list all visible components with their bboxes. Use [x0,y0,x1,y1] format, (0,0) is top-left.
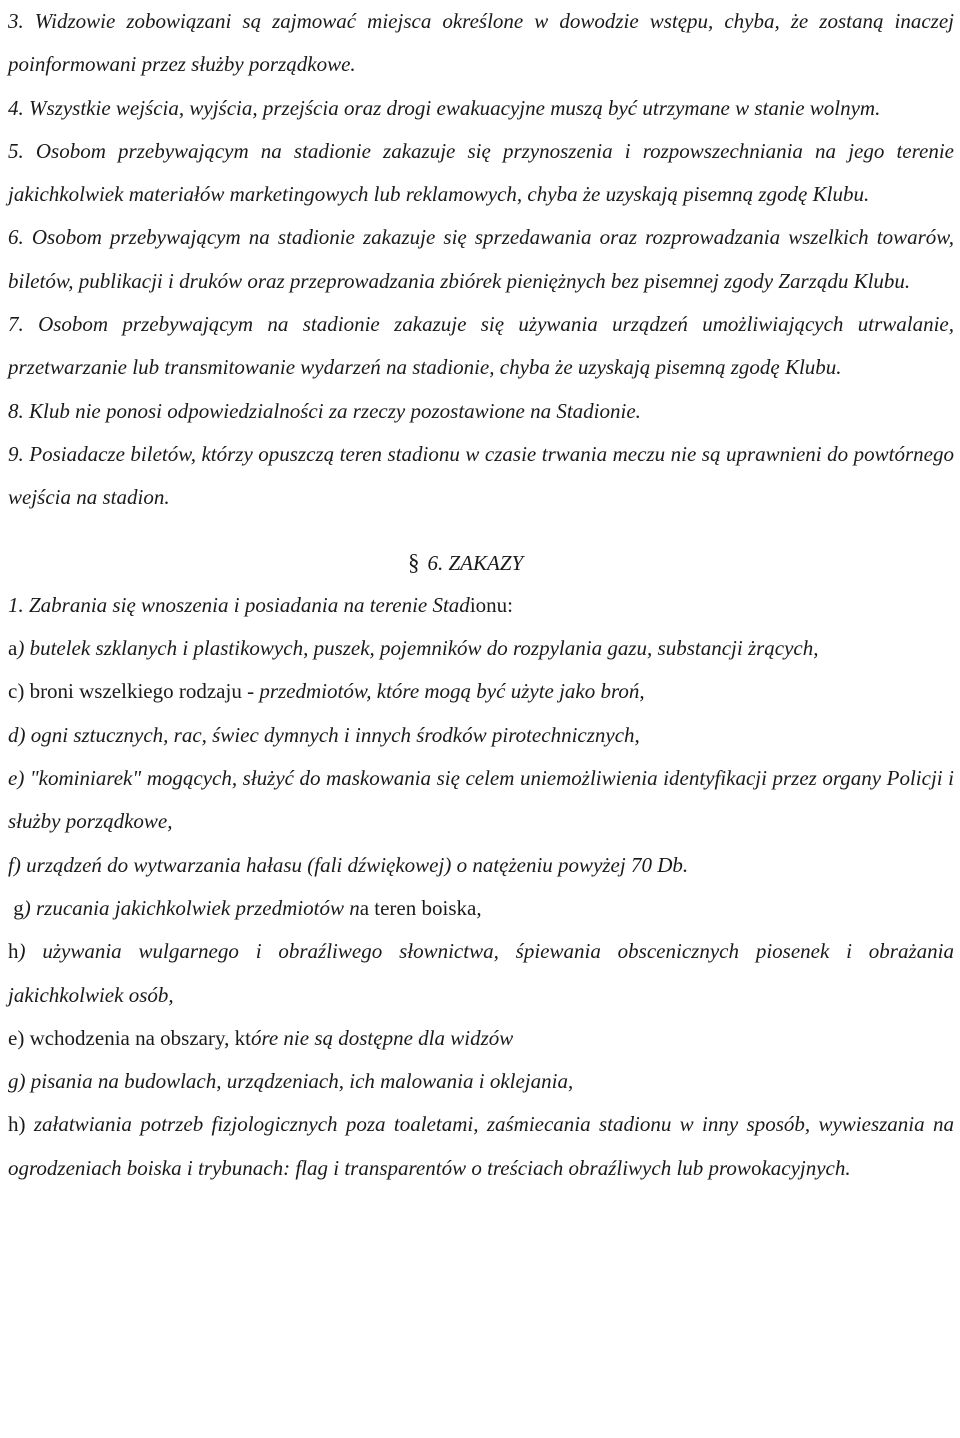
item-number: 9. [8,441,24,466]
item-number: 7. [8,312,24,337]
item-text: Widzowie zobowiązani są zajmować miejsca określone w dowodzie wstępu, chyba, że zostaną inaczej poinformowani przez służby porządkowe. [8,9,954,77]
ban-intro [8,584,954,627]
item-letter: h) [8,1112,34,1137]
item-number: 6. [8,225,24,250]
ban-item-h [8,930,954,1017]
ban-item-c [8,670,954,713]
ban-item-e2 [8,1017,954,1060]
section-symbol: § [408,549,420,575]
item-text: Klub nie ponosi odpowiedzialności za rzeczy pozostawione na Stadionie. [29,398,641,423]
section-heading [8,541,954,584]
item-text: d) ogni sztucznych, rac, świec dymnych i innych środków pirotechnicznych, [8,722,640,747]
item-letter: h [8,939,19,964]
item-letter: e) wchodzenia na obszary, kt [8,1025,251,1050]
item-text: Osobom przebywającym na stadionie zakazuje się sprzedawania oraz rozprowadzania wszelkich towarów, biletów, publikacji i druków oraz przeprowadzania zbiórek pieniężnych bez pisemnej zgody Zarządu Klubu. [8,225,954,293]
item-text: e) "kominiarek" mogących, służyć do maskowania się celem uniemożliwienia identyfikacji przez organy Policji i służby porządkowe, [8,766,954,834]
intro-text: Zabrania się wnoszenia i posiadania na terenie Stad [29,592,470,617]
document-page [8,0,954,1190]
rule-item-6 [8,216,954,303]
rule-item-8 [8,390,954,433]
section-title: 6. ZAKAZY [427,550,524,575]
item-text: g) pisania na budowlach, urządzeniach, ich malowania i oklejania, [8,1069,574,1094]
item-letter: g [8,895,24,920]
rule-item-4 [8,87,954,130]
ban-item-h2 [8,1103,954,1190]
item-text: ) rzucania jakichkolwiek przedmiotów n [23,895,360,920]
ban-item-d [8,714,954,757]
item-number: 3. [8,9,24,33]
item-text: óre nie są dostępne dla widzów [250,1025,514,1050]
item-text: przedmiotów, które mogą być użyte jako broń, [259,679,645,704]
item-text: Wszystkie wejścia, wyjścia, przejścia oraz drogi ewakuacyjne muszą być utrzymane w stanie wolnym. [29,95,881,120]
intro-text-tail: ionu: [469,592,513,617]
item-text: f) urządzeń do wytwarzania hałasu (fali dźwiękowej) o natężeniu powyżej 70 Db. [8,852,689,877]
ban-item-g [8,887,954,930]
item-text-tail2: kacyjnych. [761,1155,851,1180]
item-text: Osobom przebywającym na stadionie zakazuje się używania urządzeń umożliwiających utrwalanie, przetwarzanie lub transmitowanie wydarzeń na stadionie, chyba że uzyskają pisemną zgodę Klubu. [8,312,954,380]
item-text-tail: a teren boiska, [359,895,482,920]
rule-item-5 [8,130,954,217]
item-text: Osobom przebywającym na stadionie zakazuje się przynoszenia i rozpowszechniania na jego terenie jakichkolwiek materiałów marketingowych lub reklamowych, chyba że uzyskają pisemną zgodę Klubu. [8,138,954,207]
rule-item-9 [8,433,954,520]
item-text: ) używania wulgarnego i obraźliwego słownictwa, śpiewania obscenicznych piosenek i obrażania jakichkolwiek osób, [8,939,954,1007]
ban-item-g2 [8,1060,954,1103]
ban-item-a [8,627,954,670]
item-number: 8. [8,398,24,423]
item-letter: c) broni wszelkiego rodzaju - [8,679,260,704]
item-text-tail: o [750,1155,762,1180]
item-text: ) butelek szklanych i plastikowych, puszek, pojemników do rozpylania gazu, substancji żrących, [17,636,819,661]
rule-item-3 [8,0,954,87]
item-letter: a [8,636,18,661]
rule-item-7 [8,303,954,390]
item-number: 1. [8,592,24,617]
ban-item-e [8,757,954,844]
ban-item-f [8,844,954,887]
item-text: załatwiania potrzeb fizjologicznych poza toaletami, zaśmiecania stadionu w inny sposób, wywieszania na ogrodzeniach boiska i trybunach: flag i transparentów o treściach obraźliwych lub prow [8,1112,954,1180]
item-number: 4. [8,95,24,120]
item-text: Posiadacze biletów, którzy opuszczą teren stadionu w czasie trwania meczu nie są uprawnieni do powtórnego wejścia na stadion. [8,441,954,510]
item-number: 5. [8,138,24,163]
